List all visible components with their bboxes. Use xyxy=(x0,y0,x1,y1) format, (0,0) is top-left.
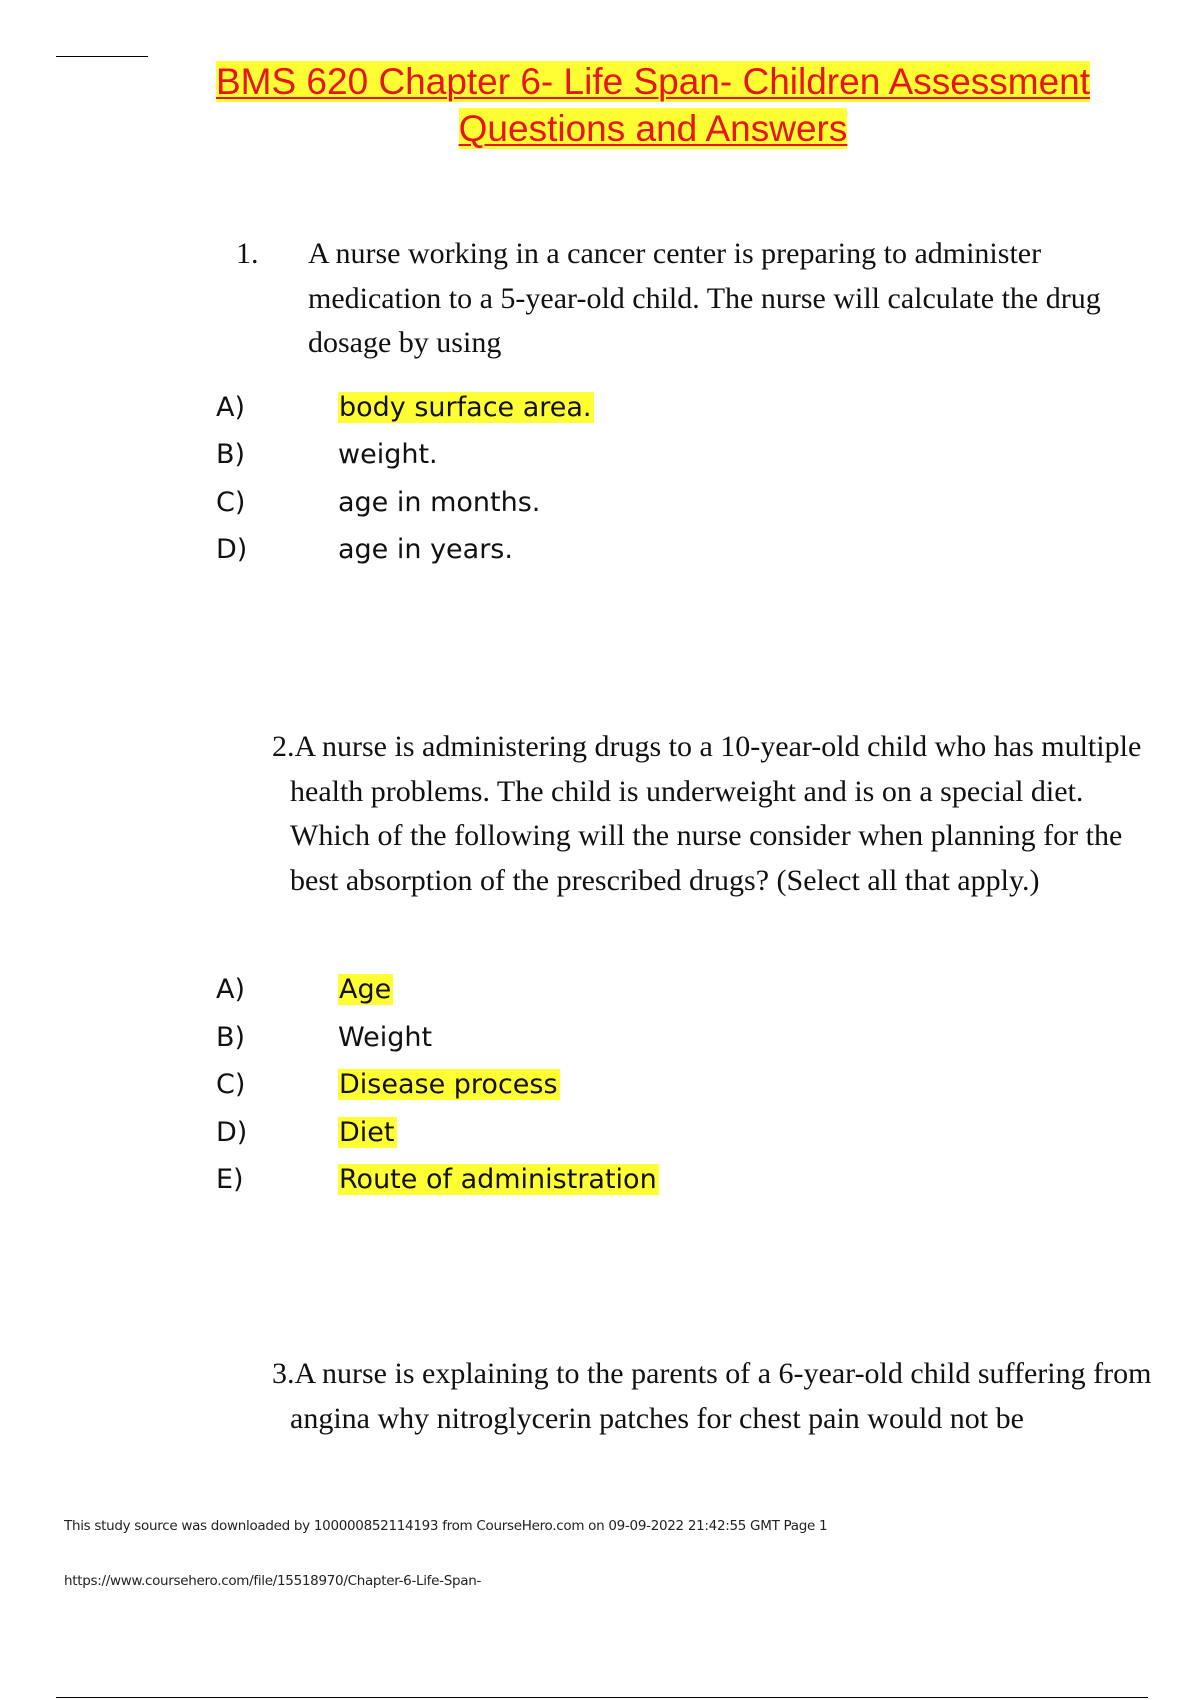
option-letter: B) xyxy=(216,1022,246,1053)
q2-option-d xyxy=(216,1113,397,1153)
option-letter: C) xyxy=(216,1069,246,1100)
footer-url[interactable]: https://www.coursehero.com/file/15518970/Chapter-6-Life-Span- xyxy=(64,1573,482,1589)
option-text: weight. xyxy=(338,439,438,470)
footer-source-text: This study source was downloaded by 100000852114193 from CourseHero.com on 09-09-2022 21:42:55 GMT xyxy=(64,1518,780,1534)
q2-option-c xyxy=(216,1065,560,1105)
document-title xyxy=(148,58,1158,152)
bottom-rule xyxy=(56,1697,1148,1698)
question-text: A nurse is administering drugs to a 10-year-old child who has multiple health problems. The child is underweight and is on a special diet. Which of the following will the nurse consider when planning for the best absorption of the prescribed drugs? (Select all that apply.) xyxy=(290,730,1142,897)
q2-option-a xyxy=(216,970,393,1010)
question-text: A nurse working in a cancer center is preparing to administer medication to a 5-year-old child. The nurse will calculate the drug dosage by using xyxy=(308,237,1101,359)
question-number: 2. xyxy=(272,730,295,763)
option-letter: B) xyxy=(216,439,246,470)
q1-option-a xyxy=(216,388,594,428)
option-letter: D) xyxy=(216,534,248,565)
option-text-highlighted: Diet xyxy=(339,1117,395,1148)
footer-source-note xyxy=(64,1518,827,1534)
title-line-2: Questions and Answers xyxy=(458,108,848,149)
option-text-highlighted: body surface area. xyxy=(339,392,592,423)
question-3 xyxy=(272,1352,1170,1441)
option-text: age in years. xyxy=(338,534,513,565)
question-1 xyxy=(236,232,1128,366)
top-rule xyxy=(56,56,148,57)
option-letter: E) xyxy=(216,1164,244,1195)
question-2 xyxy=(272,725,1150,903)
option-text-highlighted: Age xyxy=(339,974,392,1005)
question-number: 1. xyxy=(236,237,259,270)
q2-option-e xyxy=(216,1160,659,1200)
q2-option-b xyxy=(216,1018,432,1058)
option-text-highlighted: Route of administration xyxy=(339,1164,657,1195)
footer-page-label: Page 1 xyxy=(783,1518,828,1534)
q1-option-c xyxy=(216,483,540,523)
q1-option-d xyxy=(216,530,513,570)
question-number: 3. xyxy=(272,1357,295,1390)
q1-option-b xyxy=(216,435,438,475)
option-letter: A) xyxy=(216,974,246,1005)
option-letter: A) xyxy=(216,392,246,423)
option-text: age in months. xyxy=(338,487,541,518)
option-text: Weight xyxy=(338,1022,433,1053)
title-line-1: BMS 620 Chapter 6- Life Span- Children Assessment xyxy=(215,61,1091,102)
option-text-highlighted: Disease process xyxy=(339,1069,558,1100)
option-letter: C) xyxy=(216,487,246,518)
option-letter: D) xyxy=(216,1117,248,1148)
question-text: A nurse is explaining to the parents of a 6-year-old child suffering from angina why nitroglycerin patches for chest pain would not be xyxy=(290,1357,1152,1435)
